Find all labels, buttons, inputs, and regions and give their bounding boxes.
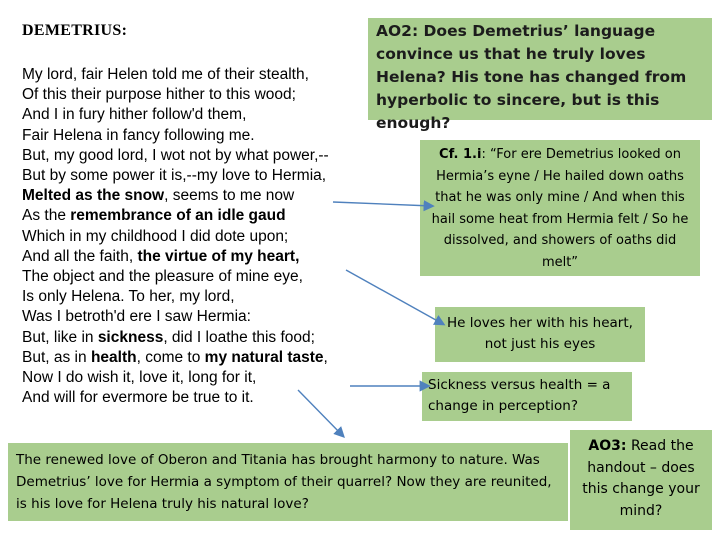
line-text: Which in my childhood I did dote upon; bbox=[22, 227, 289, 245]
ao2-note: AO2: Does Demetrius’ language convince us that he truly loves Helena? His tone has changed from hyperbolic to sincere, but is this enough? bbox=[368, 18, 712, 120]
line-text: Now I do wish it, love it, long for it, bbox=[22, 369, 257, 387]
ao3-label: AO3: bbox=[588, 438, 627, 454]
line-text: , did I loathe this food; bbox=[163, 328, 315, 346]
heart-note: He loves her with his heart, not just his eyes bbox=[435, 307, 645, 362]
line-text: And will for evermore be true to it. bbox=[22, 389, 254, 407]
line-text: My lord, fair Helen told me of their stealth, bbox=[22, 66, 309, 83]
cf-label: Cf. 1.i bbox=[439, 147, 482, 162]
emphasized-phrase: the virtue of my heart, bbox=[137, 247, 300, 265]
emphasized-phrase: remembrance of an idle gaud bbox=[70, 207, 286, 225]
arrow-taste-to-renewed bbox=[298, 390, 343, 436]
arrow-snow-to-quote bbox=[333, 202, 432, 206]
line-text: But, like in bbox=[22, 328, 98, 346]
ao3-text: Read the handout – does this change your mind? bbox=[582, 438, 700, 519]
line-text: , seems to me now bbox=[164, 187, 295, 205]
line-text: But, my good lord, I wot not by what power,-- bbox=[22, 146, 329, 164]
line-text: , come to bbox=[136, 348, 205, 366]
emphasized-phrase: sickness bbox=[97, 328, 164, 346]
emphasized-phrase: health bbox=[90, 348, 137, 366]
line-text: And all the faith, bbox=[22, 247, 138, 265]
line-text: Fair Helena in fancy following me. bbox=[22, 126, 255, 144]
speaker-name: DEMETRIUS: bbox=[22, 22, 128, 39]
sickness-note: Sickness versus health = a change in perception? bbox=[422, 372, 632, 421]
emphasized-phrase: Melted as the snow bbox=[22, 187, 165, 205]
emphasized-phrase: my natural taste bbox=[204, 348, 324, 366]
line-text: And I in fury hither follow'd them, bbox=[22, 106, 247, 124]
line-text: Of this their purpose hither to this wood; bbox=[22, 86, 296, 104]
line-text: Is only Helena. To her, my lord, bbox=[22, 288, 235, 306]
arrow-heart-to-note bbox=[346, 270, 443, 324]
line-text: The object and the pleasure of mine eye, bbox=[22, 268, 303, 286]
line-text: But by some power it is,--my love to Hermia, bbox=[22, 167, 327, 185]
cf-quote-text: : “For ere Demetrius looked on Hermia’s eyne / He hailed down oaths that he was only mine / And when this hail some heat from Hermia felt / So he dissolved, and showers of oaths did melt” bbox=[431, 147, 689, 270]
line-text: , bbox=[323, 348, 328, 366]
renewed-love-note: The renewed love of Oberon and Titania has brought harmony to nature. Was Demetrius’ love for Hermia a symptom of their quarrel? Now they are reunited, is his love for Helena truly his natural love? bbox=[8, 443, 568, 521]
line-text: Was I betroth'd ere I saw Hermia: bbox=[22, 308, 251, 326]
line-text: As the bbox=[22, 207, 71, 225]
line-text: But, as in bbox=[22, 348, 91, 366]
